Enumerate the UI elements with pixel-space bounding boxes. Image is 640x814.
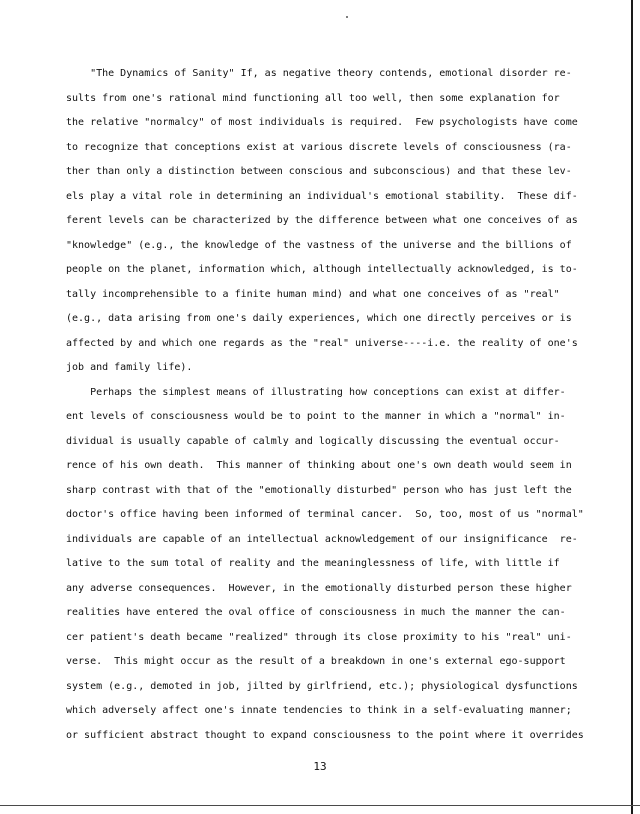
text-line: people on the planet, information which, although intellectually acknowledged, is to- [66,264,578,275]
text-line: ther than only a distinction between conscious and subconscious) and that these lev- [66,166,572,177]
text-line: to recognize that conceptions exist at various discrete levels of consciousness (ra- [66,141,572,153]
text-line: any adverse consequences. However, in the emotionally disturbed person these higher [66,582,572,594]
text-line: sharp contrast with that of the "emotionally disturbed" person who has just left the [66,484,572,496]
text-line: els play a vital role in determining an individual's emotional stability. These dif- [66,190,578,202]
scan-edge-right [631,0,633,814]
text-line: sults from one's rational mind functioning all too well, then some explanation for [66,92,560,104]
text-line: verse. This might occur as the result of a breakdown in one's external ego-support [66,656,566,667]
text-line: cer patient's death became "realized" through its close proximity to his "real" uni- [66,631,572,643]
text-line: individuals are capable of an intellectual acknowledgement of our insignificance re- [66,533,578,545]
text-line: or sufficient abstract thought to expand consciousness to the point where it overrides [66,729,584,741]
text-line: ferent levels can be characterized by the difference between what one conceives of as [66,215,578,226]
text-line: (e.g., data arising from one's daily experiences, which one directly perceives or is [66,313,572,324]
body-text [66,62,596,748]
text-line: "knowledge" (e.g., the knowledge of the vastness of the universe and the billions of [66,239,572,251]
text-line: which adversely affect one's innate tendencies to think in a self-evaluating manner; [66,705,572,716]
text-line: the relative "normalcy" of most individuals is required. Few psychologists have come [66,117,578,128]
text-line: doctor's office having been informed of terminal cancer. So, too, most of us "normal" [66,509,584,520]
text-line: rence of his own death. This manner of thinking about one's own death would seem in [66,460,572,471]
text-line: tally incomprehensible to a finite human mind) and what one conceives of as "real" [66,288,560,300]
scan-speck [346,16,348,18]
text-line: ent levels of consciousness would be to point to the manner in which a "normal" in- [66,411,566,422]
text-line: dividual is usually capable of calmly and logically discussing the eventual occur- [66,435,560,447]
page-number: 13 [313,760,327,773]
text-line: job and family life). [66,362,193,373]
text-line: lative to the sum total of reality and the meaninglessness of life, with little if [66,558,560,569]
text-line: system (e.g., demoted in job, jilted by girlfriend, etc.); physiological dysfunctions [66,680,578,692]
scan-edge-bottom [0,805,640,806]
text-line: realities have entered the oval office of consciousness in much the manner the can- [66,607,566,618]
text-line: affected by and which one regards as the "real" universe----i.e. the reality of one's [66,337,578,349]
text-line: Perhaps the simplest means of illustrating how conceptions can exist at differ- [66,386,566,398]
text-line: "The Dynamics of Sanity" If, as negative theory contends, emotional disorder re- [66,68,572,79]
